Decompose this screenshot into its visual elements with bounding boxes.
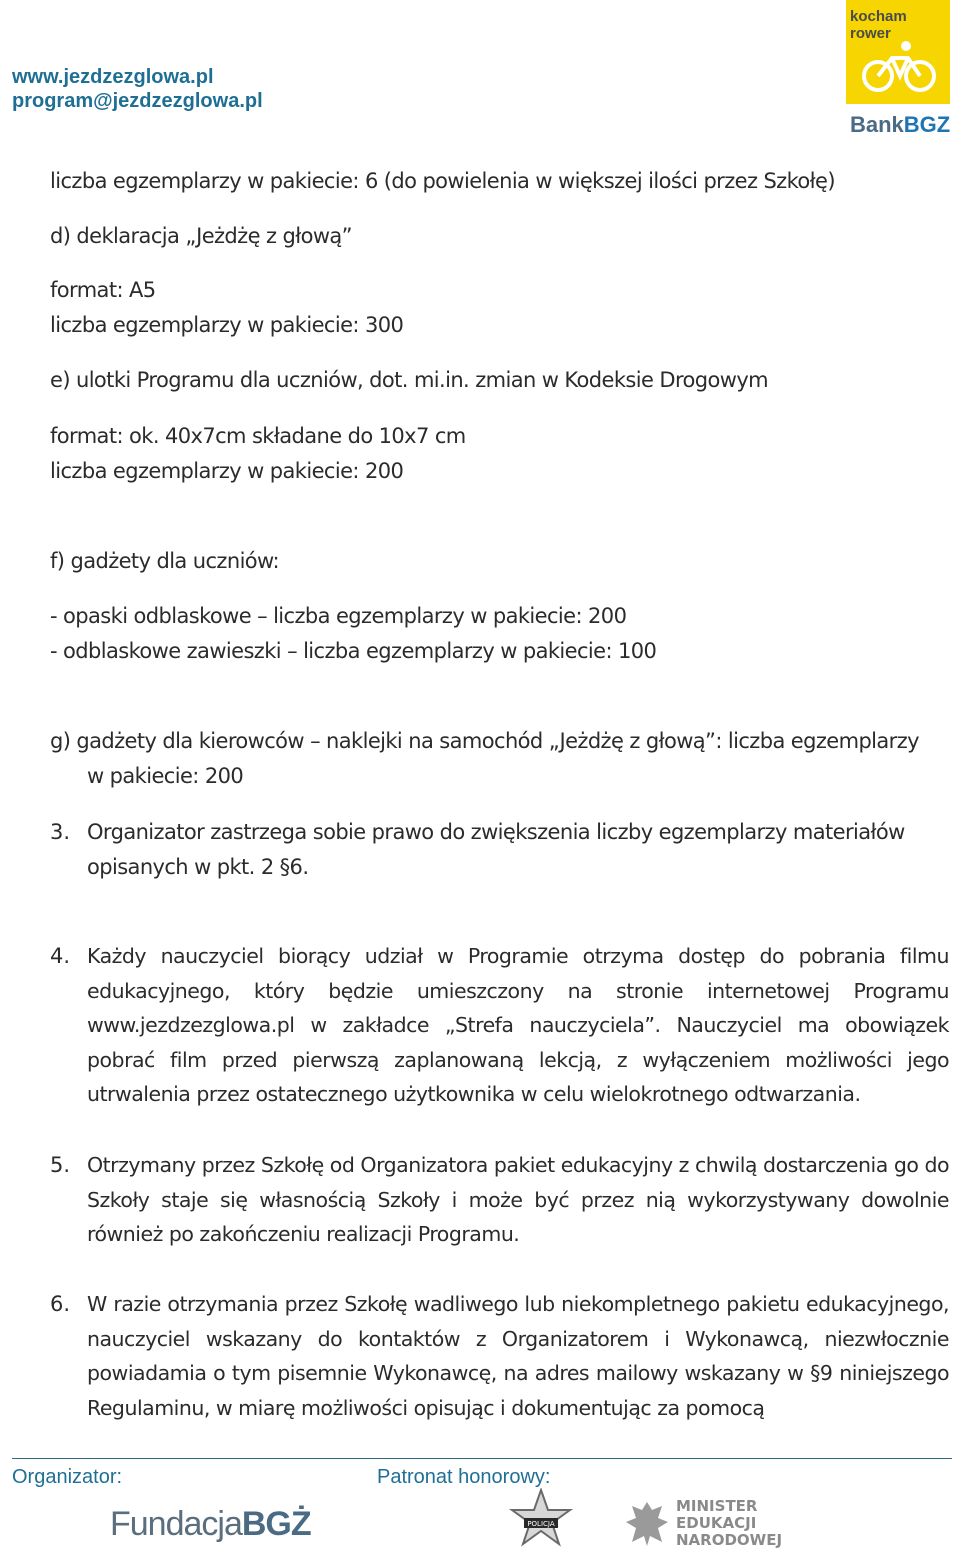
point-6-number: 6.: [50, 1292, 71, 1316]
header-website-link[interactable]: www.jezdzezglowa.pl: [12, 66, 214, 88]
polish-eagle-icon: [624, 1498, 670, 1550]
item-g-copies: w pakiecie: 200: [87, 764, 244, 788]
item-f-reflective-pendants: - odblaskowe zawieszki – liczba egzemplarzy w pakiecie: 100: [50, 639, 657, 663]
fundacja-prefix: Fundacja: [110, 1505, 242, 1543]
fundacja-bgz-logo: [110, 1505, 311, 1544]
logo-bank-suffix: BGZ: [903, 112, 951, 137]
format-ok: format: ok. 40x7cm składane do 10x7 cm: [50, 424, 466, 448]
format-a5: format: A5: [50, 278, 156, 302]
paragraph-copies-6: liczba egzemplarzy w pakiecie: 6 (do powielenia w większej ilości przez Szkołę): [50, 169, 835, 193]
footer-organizer-label: Organizator:: [12, 1466, 123, 1488]
point-3-line2: opisanych w pkt. 2 §6.: [87, 855, 309, 879]
footer-patronage-label: Patronat honorowy:: [377, 1466, 551, 1488]
item-e-leaflets: e) ulotki Programu dla uczniów, dot. mi.in. zmian w Kodeksie Drogowym: [50, 368, 769, 392]
kocham-rower-logo: [846, 0, 950, 148]
item-f-reflective-bands: - opaski odblaskowe – liczba egzemplarzy w pakiecie: 200: [50, 604, 627, 628]
point-4-number: 4.: [50, 944, 71, 968]
point-5-text: Otrzymany przez Szkołę od Organizatora pakiet edukacyjny z chwilą dostarczenia go do Szkoły staje się własnością Szkoły i może być przez nią wykorzystywany dowolnie również po zakończeniu realizacji Programu.: [87, 1153, 949, 1247]
point-3-number: 3.: [50, 820, 71, 844]
logo-yellow-block: [846, 0, 950, 104]
minister-line1: MINISTER: [676, 1497, 758, 1515]
logo-bank-bgz: [850, 112, 950, 138]
copies-300: liczba egzemplarzy w pakiecie: 300: [50, 313, 404, 337]
minister-line3: NARODOWEJ: [676, 1531, 783, 1549]
minister-logo-text: [676, 1498, 782, 1549]
bicycle-icon: [860, 38, 938, 94]
point-4-text: Każdy nauczyciel biorący udział w Programie otrzyma dostęp do pobrania filmu edukacyjnego, który będzie umieszczony na stronie internetowej Programu www.jezdzezglowa.pl w zakładce „Strefa nauczyciela”. Nauczyciel ma obowiązek pobrać film przed pierwszą zaplanowaną lekcją, z wyłączeniem możliwości jego utrwalenia przez ostatecznego użytkownika w celu wielokrotnego odtwarzania.: [87, 944, 949, 1107]
logo-kocham-rower-text: kocham rower: [850, 8, 907, 42]
fundacja-suffix: BGŻ: [241, 1505, 311, 1543]
header-email-link[interactable]: program@jezdzezglowa.pl: [12, 90, 263, 112]
point-3-line1: Organizator zastrzega sobie prawo do zwiększenia liczby egzemplarzy materiałów: [87, 820, 905, 844]
logo-bank-prefix: Bank: [850, 112, 904, 137]
minister-line2: EDUKACJI: [676, 1514, 757, 1532]
copies-200: liczba egzemplarzy w pakiecie: 200: [50, 459, 404, 483]
footer-divider: [12, 1458, 952, 1459]
item-d-declaration: d) deklaracja „Jeżdżę z głową”: [50, 224, 352, 248]
item-f-gadgets: f) gadżety dla uczniów:: [50, 549, 279, 573]
police-badge-text: POLICJA: [527, 1520, 555, 1528]
point-5-number: 5.: [50, 1153, 71, 1177]
point-6-text: W razie otrzymania przez Szkołę wadliwego lub niekompletnego pakietu edukacyjnego, nauczyciel wskazany do kontaktów z Organizatorem i Wykonawcą, niezwłocznie powiadamia o tym pisemnie Wykonawcę, na adres mailowy wskazany w §9 niniejszego Regulaminu, w miarę możliwości opisując i dokumentując za pomocą: [87, 1292, 949, 1420]
police-badge-icon: [508, 1488, 574, 1556]
item-g-drivers: g) gadżety dla kierowców – naklejki na samochód „Jeżdżę z głową”: liczba egzemplarzy: [50, 729, 919, 753]
